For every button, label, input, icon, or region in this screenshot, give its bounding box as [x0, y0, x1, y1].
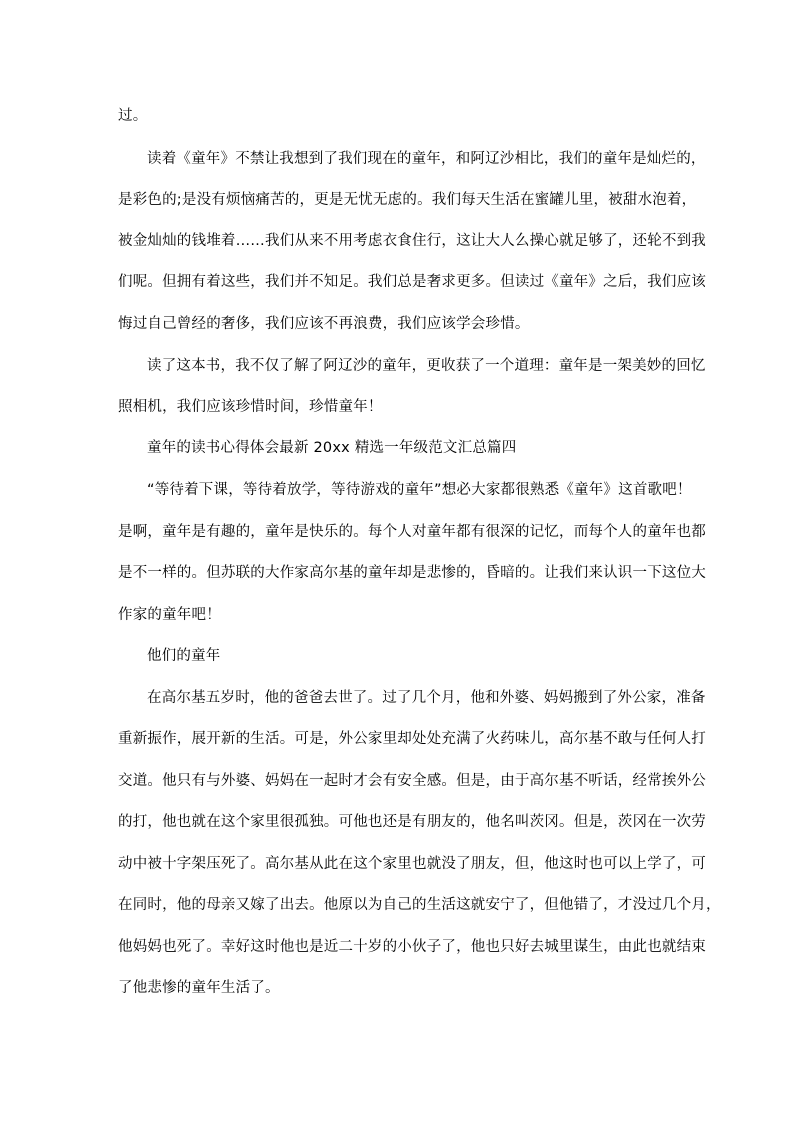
text-line: 作家的童年吧！ [118, 607, 221, 623]
subheading: 他们的童年 [147, 648, 221, 664]
text-line: 重新振作，展开新的生活。可是，外公家里却处处充满了火药味儿，高尔基不敢与任何人打 [118, 731, 706, 747]
text-line: 是彩色的;是没有烦恼痛苦的，更是无忧无虑的。我们每天生活在蜜罐儿里，被甜水泡着， [118, 192, 697, 208]
section-heading: 童年的读书心得体会最新 20xx 精选一年级范文汇总篇四 [147, 440, 517, 456]
text-line: 过。 [118, 108, 148, 124]
text-line: 被金灿灿的钱堆着……我们从来不用考虑衣食住行，这让大人么操心就足够了，还轮不到我 [118, 233, 706, 249]
paragraph-start: “等待着下课，等待着放学，等待游戏的童年”想必大家都很熟悉《童年》这首歌吧！ [147, 482, 692, 498]
text-line: 交道。他只有与外婆、妈妈在一起时才会有安全感。但是，由于高尔基不听话，经常挨外公 [118, 773, 706, 789]
text-line: 在同时，他的母亲又嫁了出去。他原以为自己的生活这就安宁了，但他错了，才没过几个月， [118, 897, 721, 913]
text-line: 照相机，我们应该珍惜时间，珍惜童年！ [118, 399, 383, 415]
text-line: 是啊，童年是有趣的，童年是快乐的。每个人对童年都有很深的记忆，而每个人的童年也都 [118, 524, 706, 540]
paragraph-start: 读着《童年》不禁让我想到了我们现在的童年，和阿辽沙相比，我们的童年是灿烂的， [147, 151, 706, 167]
paragraph-start: 读了这本书，我不仅了解了阿辽沙的童年，更收获了一个道理：童年是一架美妙的回忆 [147, 358, 706, 374]
paragraph-start: 在高尔基五岁时，他的爸爸去世了。过了几个月，他和外婆、妈妈搬到了外公家，准备 [147, 690, 706, 706]
text-line: 是不一样的。但苏联的大作家高尔基的童年却是悲惨的，昏暗的。让我们来认识一下这位大 [118, 565, 706, 581]
text-line: 悔过自己曾经的奢侈，我们应该不再浪费，我们应该学会珍惜。 [118, 316, 530, 332]
text-line: 他妈妈也死了。幸好这时他也是近二十岁的小伙子了，他也只好去城里谋生，由此也就结束 [118, 939, 706, 955]
text-line: 的打，他也就在这个家里很孤独。可他也还是有朋友的，他名叫茨冈。但是，茨冈在一次劳 [118, 814, 706, 830]
text-line: 们呢。但拥有着这些，我们并不知足。我们总是奢求更多。但读过《童年》之后，我们应该 [118, 274, 706, 290]
text-line: 了他悲惨的童年生活了。 [118, 980, 280, 996]
text-line: 动中被十字架压死了。高尔基从此在这个家里也就没了朋友，但，他这时也可以上学了，可 [118, 856, 706, 872]
